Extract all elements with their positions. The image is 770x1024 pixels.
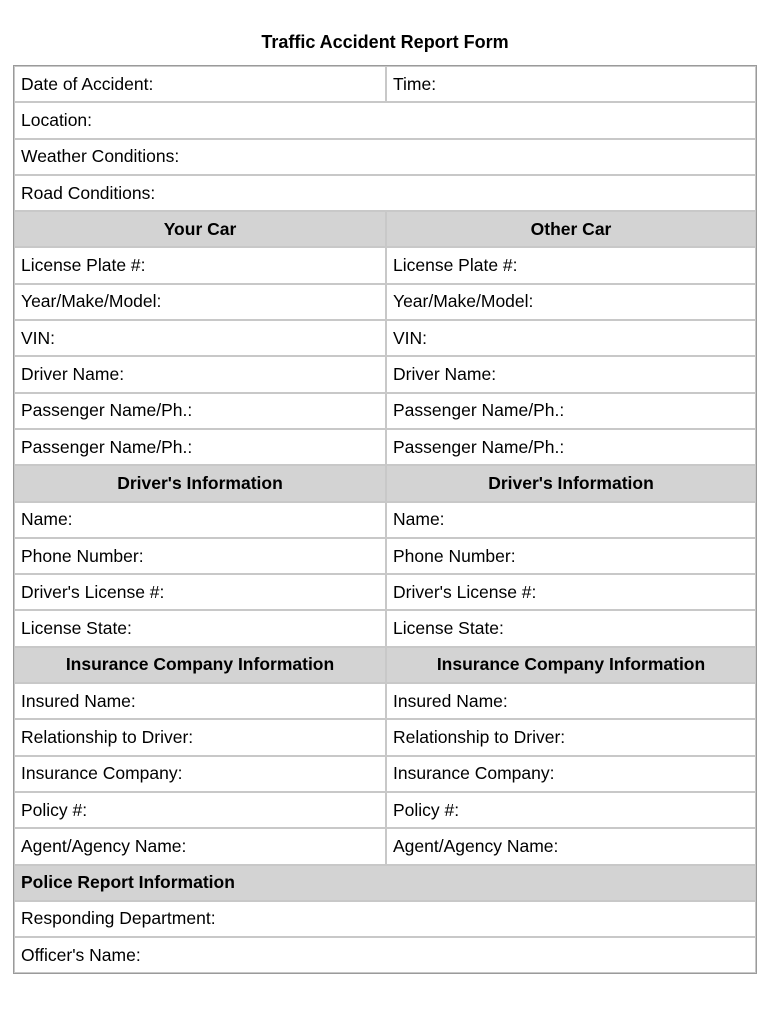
other-car-passenger-1-field[interactable]: Passenger Name/Ph.:: [386, 393, 756, 429]
weather-conditions-field[interactable]: Weather Conditions:: [14, 139, 756, 175]
insurance-header-row: [14, 647, 756, 683]
driver-row: [14, 610, 756, 646]
police-row: [14, 901, 756, 937]
insurance-row: [14, 828, 756, 864]
other-driver-license-field[interactable]: Driver's License #:: [386, 574, 756, 610]
weather-row: [14, 139, 756, 175]
other-car-vin-field[interactable]: VIN:: [386, 320, 756, 356]
other-insurance-company-field[interactable]: Insurance Company:: [386, 756, 756, 792]
other-driver-license-state-field[interactable]: License State:: [386, 610, 756, 646]
date-time-row: [14, 66, 756, 102]
driver-row: [14, 574, 756, 610]
your-car-passenger-1-field[interactable]: Passenger Name/Ph.:: [14, 393, 386, 429]
police-row: [14, 937, 756, 973]
other-car-license-plate-field[interactable]: License Plate #:: [386, 247, 756, 283]
insurance-row: [14, 719, 756, 755]
other-car-passenger-2-field[interactable]: Passenger Name/Ph.:: [386, 429, 756, 465]
location-row: [14, 102, 756, 138]
other-agent-agency-field[interactable]: Agent/Agency Name:: [386, 828, 756, 864]
your-car-vin-field[interactable]: VIN:: [14, 320, 386, 356]
your-driver-license-field[interactable]: Driver's License #:: [14, 574, 386, 610]
your-insurance-company-field[interactable]: Insurance Company:: [14, 756, 386, 792]
insurance-row: [14, 683, 756, 719]
other-insurance-header: Insurance Company Information: [386, 647, 756, 683]
your-insurance-header: Insurance Company Information: [14, 647, 386, 683]
your-driver-name-field[interactable]: Name:: [14, 502, 386, 538]
insurance-row: [14, 792, 756, 828]
other-policy-number-field[interactable]: Policy #:: [386, 792, 756, 828]
road-conditions-field[interactable]: Road Conditions:: [14, 175, 756, 211]
insurance-row: [14, 756, 756, 792]
drivers-header-row: [14, 465, 756, 501]
car-row: [14, 247, 756, 283]
car-row: [14, 356, 756, 392]
other-driver-info-header: Driver's Information: [386, 465, 756, 501]
your-car-driver-name-field[interactable]: Driver Name:: [14, 356, 386, 392]
other-driver-phone-field[interactable]: Phone Number:: [386, 538, 756, 574]
car-row: [14, 320, 756, 356]
road-row: [14, 175, 756, 211]
form-title: Traffic Accident Report Form: [261, 32, 509, 52]
your-insured-name-field[interactable]: Insured Name:: [14, 683, 386, 719]
driver-row: [14, 538, 756, 574]
police-header-row: [14, 865, 756, 901]
other-car-year-make-model-field[interactable]: Year/Make/Model:: [386, 284, 756, 320]
your-car-header: Your Car: [14, 211, 386, 247]
your-car-year-make-model-field[interactable]: Year/Make/Model:: [14, 284, 386, 320]
driver-row: [14, 502, 756, 538]
other-driver-name-field[interactable]: Name:: [386, 502, 756, 538]
your-car-passenger-2-field[interactable]: Passenger Name/Ph.:: [14, 429, 386, 465]
location-field[interactable]: Location:: [14, 102, 756, 138]
your-agent-agency-field[interactable]: Agent/Agency Name:: [14, 828, 386, 864]
your-car-license-plate-field[interactable]: License Plate #:: [14, 247, 386, 283]
car-row: [14, 429, 756, 465]
officer-name-field[interactable]: Officer's Name:: [14, 937, 756, 973]
cars-header-row: [14, 211, 756, 247]
other-car-driver-name-field[interactable]: Driver Name:: [386, 356, 756, 392]
date-of-accident-field[interactable]: Date of Accident:: [14, 66, 386, 102]
police-report-header: Police Report Information: [14, 865, 756, 901]
car-row: [14, 393, 756, 429]
time-field[interactable]: Time:: [386, 66, 756, 102]
car-row: [14, 284, 756, 320]
report-form-table: [13, 65, 757, 974]
other-insured-name-field[interactable]: Insured Name:: [386, 683, 756, 719]
your-policy-number-field[interactable]: Policy #:: [14, 792, 386, 828]
your-driver-info-header: Driver's Information: [14, 465, 386, 501]
responding-department-field[interactable]: Responding Department:: [14, 901, 756, 937]
your-driver-license-state-field[interactable]: License State:: [14, 610, 386, 646]
your-relationship-field[interactable]: Relationship to Driver:: [14, 719, 386, 755]
your-driver-phone-field[interactable]: Phone Number:: [14, 538, 386, 574]
other-car-header: Other Car: [386, 211, 756, 247]
other-relationship-field[interactable]: Relationship to Driver:: [386, 719, 756, 755]
